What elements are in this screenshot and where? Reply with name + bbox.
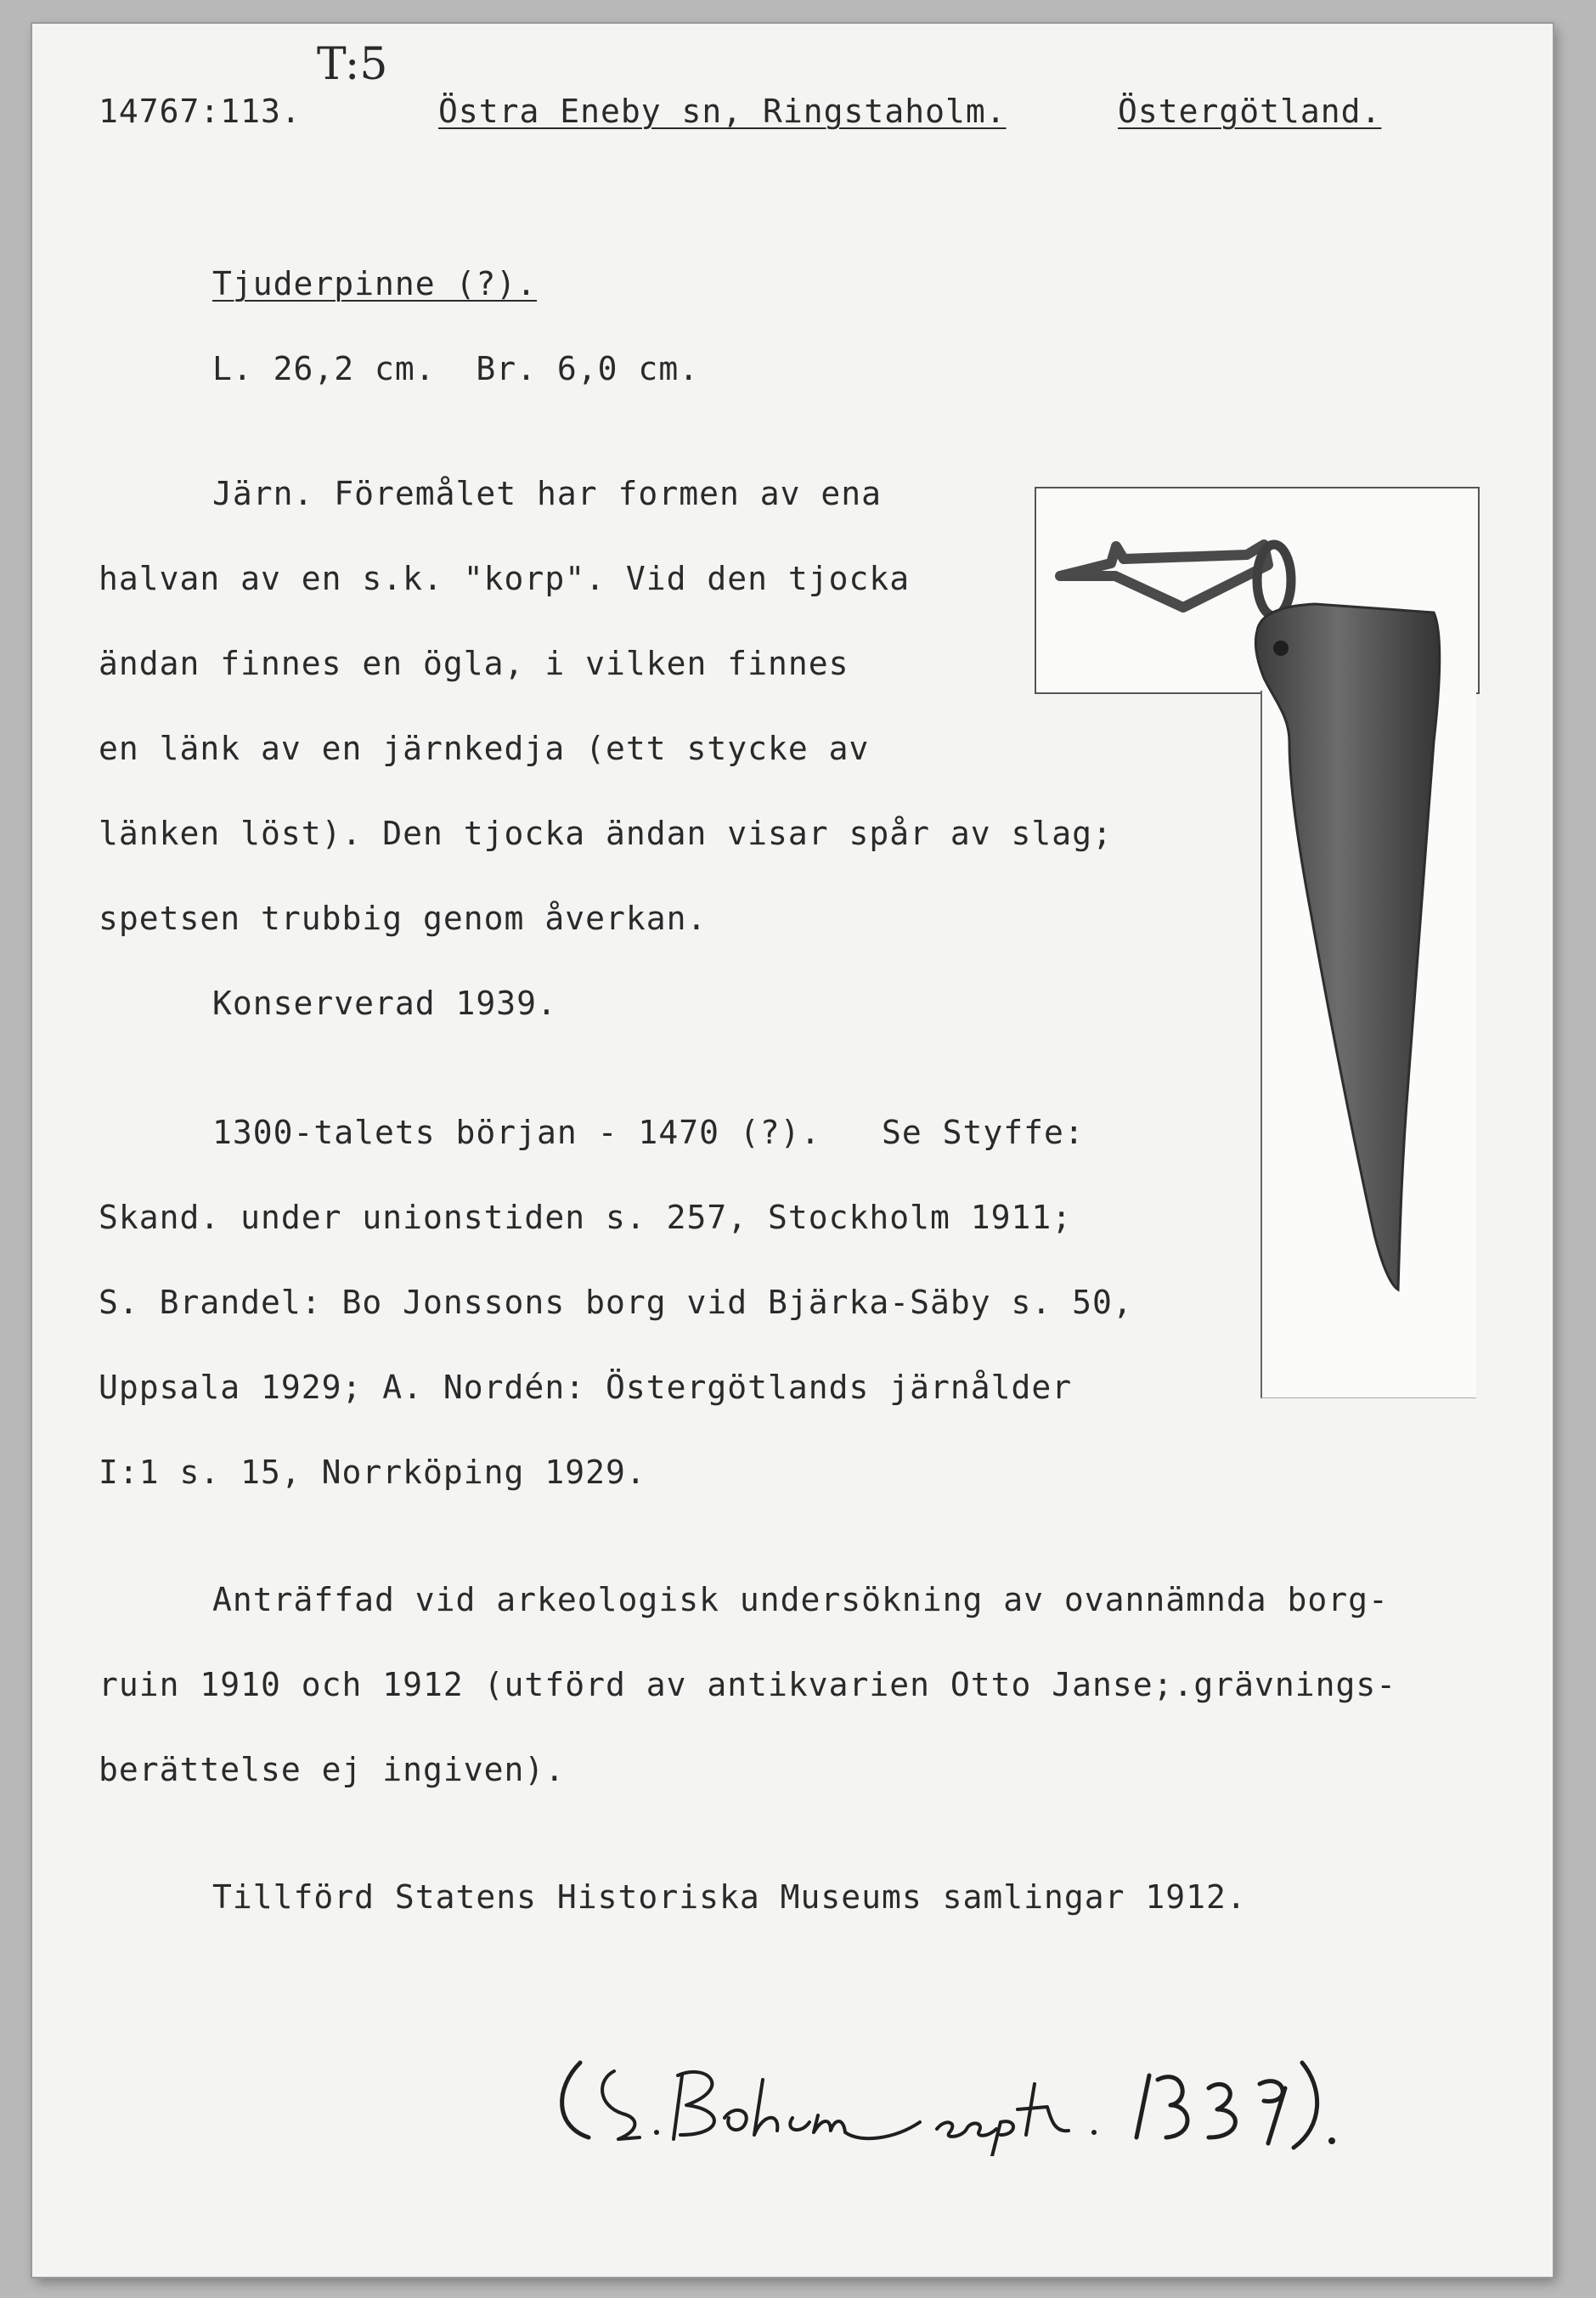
object-name: Tjuderpinne (?). <box>212 265 538 302</box>
handwritten-mark: T:5 <box>317 39 388 90</box>
description-line: en länk av en järnkedja (ett stycke av <box>99 730 870 767</box>
dating-line: I:1 s. 15, Norrköping 1929. <box>99 1454 646 1491</box>
description-line: länken löst). Den tjocka ändan visar spår av slag; <box>99 815 1113 852</box>
conservation-note: Konserverad 1939. <box>212 985 557 1022</box>
dimensions: L. 26,2 cm. Br. 6,0 cm. <box>212 350 700 387</box>
acquisition-note: Tillförd Statens Historiska Museums samlingar 1912. <box>212 1878 1247 1916</box>
description-line: spetsen trubbig genom åverkan. <box>99 900 708 937</box>
catalog-card <box>32 24 1553 2277</box>
dating-line: S. Brandel: Bo Jonssons borg vid Bjärka-Säby s. 50, <box>99 1284 1133 1321</box>
find-line: berättelse ej ingiven). <box>99 1751 566 1788</box>
find-line: ruin 1910 och 1912 (utförd av antikvarien Otto Janse;.grävnings- <box>99 1666 1397 1703</box>
stake-body <box>1255 604 1439 1290</box>
province: Östergötland. <box>1118 93 1382 130</box>
catalog-number: 14767:113. <box>99 93 302 130</box>
description-line: Järn. Föremålet har formen av ena <box>212 475 882 512</box>
description-line: ändan finnes en ögla, i vilken finnes <box>99 645 849 682</box>
eye-loop <box>1257 545 1291 616</box>
location: Östra Eneby sn, Ringstaholm. <box>438 93 1007 130</box>
dating-line: Skand. under unionstiden s. 257, Stockholm 1911; <box>99 1199 1073 1236</box>
dating-line: 1300-talets början - 1470 (?). Se Styffe: <box>212 1114 1085 1151</box>
artifact-photo <box>1035 487 1476 1400</box>
find-line: Anträffad vid arkeologisk undersökning av ovannämnda borg- <box>212 1581 1389 1618</box>
iron-stake-illustration <box>1035 487 1476 1400</box>
chain-link <box>1060 545 1268 607</box>
description-line: halvan av en s.k. "korp". Vid den tjocka <box>99 560 911 597</box>
handwritten-signature <box>538 2037 1387 2156</box>
dating-line: Uppsala 1929; A. Nordén: Östergötlands järnålder <box>99 1369 1073 1406</box>
stake-hole <box>1273 641 1289 656</box>
